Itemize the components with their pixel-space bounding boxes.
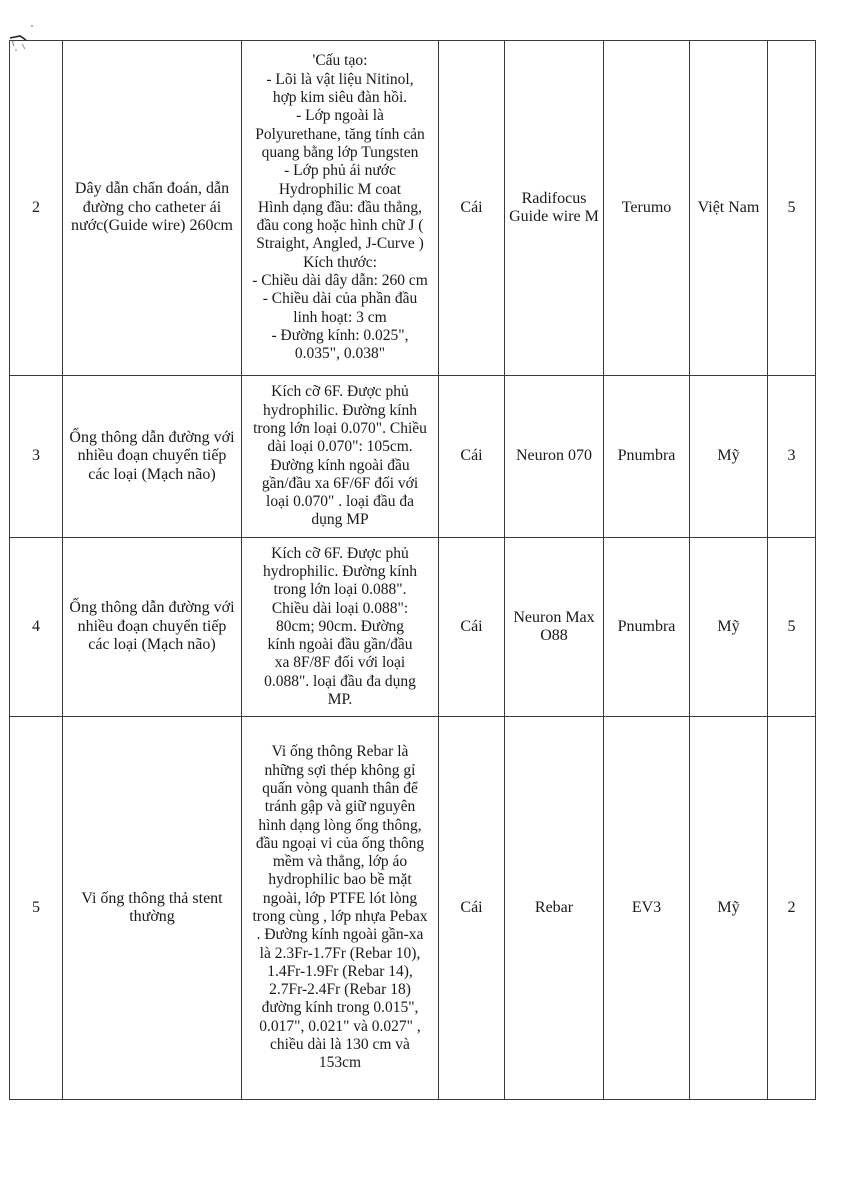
row-number: 5 bbox=[10, 717, 63, 1100]
item-description bbox=[242, 717, 439, 1100]
manufacturer: EV3 bbox=[604, 717, 690, 1100]
description-line: Vi ống thông Rebar là bbox=[271, 743, 409, 761]
description-line: hình dạng lòng ống thông, bbox=[258, 816, 422, 834]
description-line: 'Cấu tạo: bbox=[312, 52, 368, 70]
item-description bbox=[242, 538, 439, 717]
quantity: 3 bbox=[768, 376, 816, 538]
item-description bbox=[242, 376, 439, 538]
manufacturer: Pnumbra bbox=[604, 376, 690, 538]
description-line: 0.088". loại đầu đa dụng bbox=[264, 672, 416, 690]
description-line: Kích cỡ 6F. Được phủ bbox=[271, 544, 409, 562]
country-of-origin: Mỹ bbox=[690, 376, 768, 538]
description-line: 1.4Fr-1.9Fr (Rebar 14), bbox=[267, 962, 413, 980]
description-line: quấn vòng quanh thân để bbox=[262, 779, 418, 797]
description-line: tránh gập và giữ nguyên bbox=[264, 798, 416, 816]
table-row bbox=[10, 717, 816, 1100]
table-row bbox=[10, 376, 816, 538]
item-name: Ống thông dẫn đường với nhiều đoạn chuyển tiếp các loại (Mạch não) bbox=[63, 538, 242, 717]
country-of-origin: Mỹ bbox=[690, 538, 768, 717]
description-line: chiều dài là 130 cm và bbox=[270, 1036, 410, 1054]
description-line: Đường kính ngoài đầu bbox=[270, 456, 410, 474]
unit: Cái bbox=[439, 717, 505, 1100]
description-line: đường kính trong 0.015", bbox=[261, 999, 419, 1017]
row-number: 3 bbox=[10, 376, 63, 538]
row-number: 2 bbox=[10, 41, 63, 376]
description-line: mềm và thẳng, lớp áo bbox=[272, 853, 408, 871]
item-name: Ống thông dẫn đường với nhiều đoạn chuyển tiếp các loại (Mạch não) bbox=[63, 376, 242, 538]
description-line: quang bằng lớp Tungsten bbox=[261, 143, 419, 161]
description-line: ngoài, lớp PTFE lót lòng bbox=[262, 889, 418, 907]
model-name: Neuron Max O88 bbox=[505, 538, 604, 717]
description-line: những sợi thép không gỉ bbox=[264, 761, 416, 779]
unit: Cái bbox=[439, 538, 505, 717]
country-of-origin: Mỹ bbox=[690, 717, 768, 1100]
description-line: MP. bbox=[327, 691, 353, 709]
description-line: kính ngoài đầu gần/đầu bbox=[267, 636, 413, 654]
table-row bbox=[10, 41, 816, 376]
description-line: 2.7Fr-2.4Fr (Rebar 18) bbox=[269, 981, 411, 999]
description-line: . Đường kính ngoài gần-xa bbox=[256, 926, 424, 944]
model-name: Rebar bbox=[505, 717, 604, 1100]
description-line: 153cm bbox=[318, 1054, 362, 1072]
model-name: Neuron 070 bbox=[505, 376, 604, 538]
description-line: - Lớp phủ ái nước bbox=[284, 162, 396, 180]
description-line: linh hoạt: 3 cm bbox=[293, 308, 387, 326]
description-line: loại 0.070" . loại đầu đa bbox=[266, 493, 414, 511]
country-of-origin: Việt Nam bbox=[690, 41, 768, 376]
item-description bbox=[242, 41, 439, 376]
description-line: Hình dạng đầu: đầu thẳng, bbox=[257, 198, 422, 216]
description-line: Polyurethane, tăng tính cản bbox=[255, 125, 425, 143]
quantity: 5 bbox=[768, 41, 816, 376]
description-line: Straight, Angled, J-Curve ) bbox=[256, 235, 424, 253]
description-line: dụng MP bbox=[311, 511, 369, 529]
description-line: đầu cong hoặc hình chữ J ( bbox=[256, 217, 424, 235]
description-line: trong cùng , lớp nhựa Pebax bbox=[252, 908, 428, 925]
description-line: trong lớn loại 0.088". bbox=[273, 581, 407, 599]
description-line: đầu ngoại vi của ống thông bbox=[255, 834, 425, 852]
manufacturer: Pnumbra bbox=[604, 538, 690, 717]
table-row bbox=[10, 538, 816, 717]
description-line: 80cm; 90cm. Đường bbox=[275, 617, 405, 635]
description-line: gần/đầu xa 6F/6F đối với bbox=[261, 474, 419, 492]
item-name: Vi ống thông thả stent thường bbox=[63, 717, 242, 1100]
equipment-spec-table bbox=[9, 40, 816, 1100]
description-line: xa 8F/8F đối với loại bbox=[274, 654, 406, 672]
description-line: 0.035", 0.038" bbox=[294, 345, 386, 363]
item-name: Dây dẫn chẩn đoán, dẫn đường cho catheter ái nước(Guide wire) 260cm bbox=[63, 41, 242, 376]
description-line: trong lớn loại 0.070". Chiều bbox=[253, 419, 427, 437]
description-line: là 2.3Fr-1.7Fr (Rebar 10), bbox=[259, 944, 421, 962]
description-line: hydrophilic. Đường kính bbox=[263, 401, 417, 419]
description-line: dài loại 0.070": 105cm. bbox=[267, 438, 413, 456]
unit: Cái bbox=[439, 41, 505, 376]
description-line: - Chiều dài dây dẫn: 260 cm bbox=[252, 272, 428, 290]
quantity: 2 bbox=[768, 717, 816, 1100]
description-line: - Lõi là vật liệu Nitinol, bbox=[266, 70, 414, 88]
description-line: hydrophilic. Đường kính bbox=[263, 562, 417, 580]
row-number: 4 bbox=[10, 538, 63, 717]
description-line: hợp kim siêu đàn hồi. bbox=[272, 89, 408, 107]
description-line: hydrophilic bao bề mặt bbox=[268, 871, 412, 889]
quantity: 5 bbox=[768, 538, 816, 717]
description-line: Hydrophilic M coat bbox=[278, 180, 402, 198]
description-line: - Đường kính: 0.025", bbox=[271, 326, 409, 344]
unit: Cái bbox=[439, 376, 505, 538]
description-line: 0.017", 0.021" và 0.027" , bbox=[259, 1017, 421, 1035]
model-name: Radifocus Guide wire M bbox=[505, 41, 604, 376]
description-line: Kích thước: bbox=[303, 253, 377, 271]
manufacturer: Terumo bbox=[604, 41, 690, 376]
description-line: - Lớp ngoài là bbox=[296, 107, 384, 125]
description-line: Kích cỡ 6F. Được phủ bbox=[271, 383, 409, 401]
description-line: - Chiều dài của phần đầu bbox=[262, 290, 418, 308]
description-line: Chiều dài loại 0.088": bbox=[271, 599, 409, 617]
